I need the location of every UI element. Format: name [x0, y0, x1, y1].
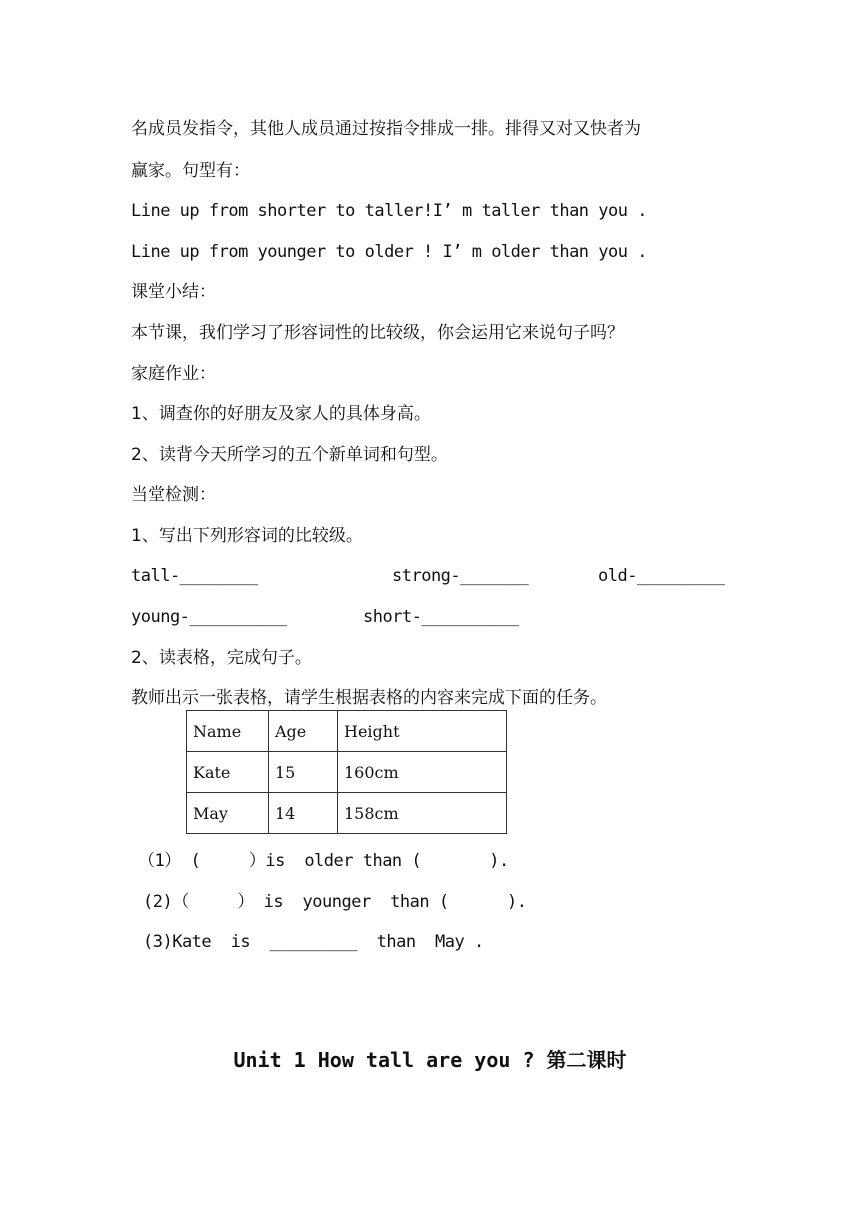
fill-blank-old: old-_________: [598, 566, 725, 586]
sentence-pattern-line: Line up from younger to older ! I’ m older than you .: [131, 242, 647, 262]
exercise-instruction: 1、写出下列形容词的比较级。: [131, 526, 363, 546]
table-header-row: [187, 711, 507, 752]
homework-item: 1、调查你的好朋友及家人的具体身高。: [131, 404, 431, 424]
table-cell: Kate: [187, 752, 269, 793]
table-cell: 160cm: [338, 752, 507, 793]
paragraph-line: 本节课，我们学习了形容词性的比较级，你会运用它来说句子吗？: [131, 323, 624, 343]
paragraph-line: 教师出示一张表格，请学生根据表格的内容来完成下面的任务。: [131, 688, 607, 708]
question-3: (3)Kate is _________ than May .: [143, 932, 484, 952]
table-cell: 15: [269, 752, 338, 793]
paragraph-line: 名成员发指令，其他人成员通过按指令排成一排。排得又对又快者为: [131, 119, 641, 139]
fill-blank-short: short-__________: [363, 607, 519, 627]
table-cell: May: [187, 793, 269, 834]
table-cell: 158cm: [338, 793, 507, 834]
homework-item: 2、读背今天所学习的五个新单词和句型。: [131, 445, 448, 465]
section-heading: 课堂小结：: [131, 282, 216, 302]
section-heading: 当堂检测：: [131, 485, 216, 505]
table-header-cell: Name: [187, 711, 269, 752]
data-table: [186, 710, 507, 834]
question-2: (2)（ ） is younger than ( ).: [143, 892, 527, 912]
table-row: [187, 752, 507, 793]
table-header-cell: Height: [338, 711, 507, 752]
fill-blank-tall: tall-________: [131, 566, 258, 586]
table-header-cell: Age: [269, 711, 338, 752]
section-heading: 家庭作业：: [131, 364, 216, 384]
sentence-pattern-line: Line up from shorter to taller!I’ m taller than you .: [131, 201, 647, 221]
table-row: [187, 793, 507, 834]
fill-blank-young: young-__________: [131, 607, 287, 627]
fill-blank-strong: strong-_______: [392, 566, 529, 586]
exercise-instruction: 2、读表格，完成句子。: [131, 648, 312, 668]
paragraph-line: 赢家。句型有：: [131, 161, 250, 181]
lesson-title: Unit 1 How tall are you ? 第二课时: [233, 1048, 627, 1072]
table-cell: 14: [269, 793, 338, 834]
question-1: （1） ( ）is older than ( ).: [138, 851, 509, 871]
